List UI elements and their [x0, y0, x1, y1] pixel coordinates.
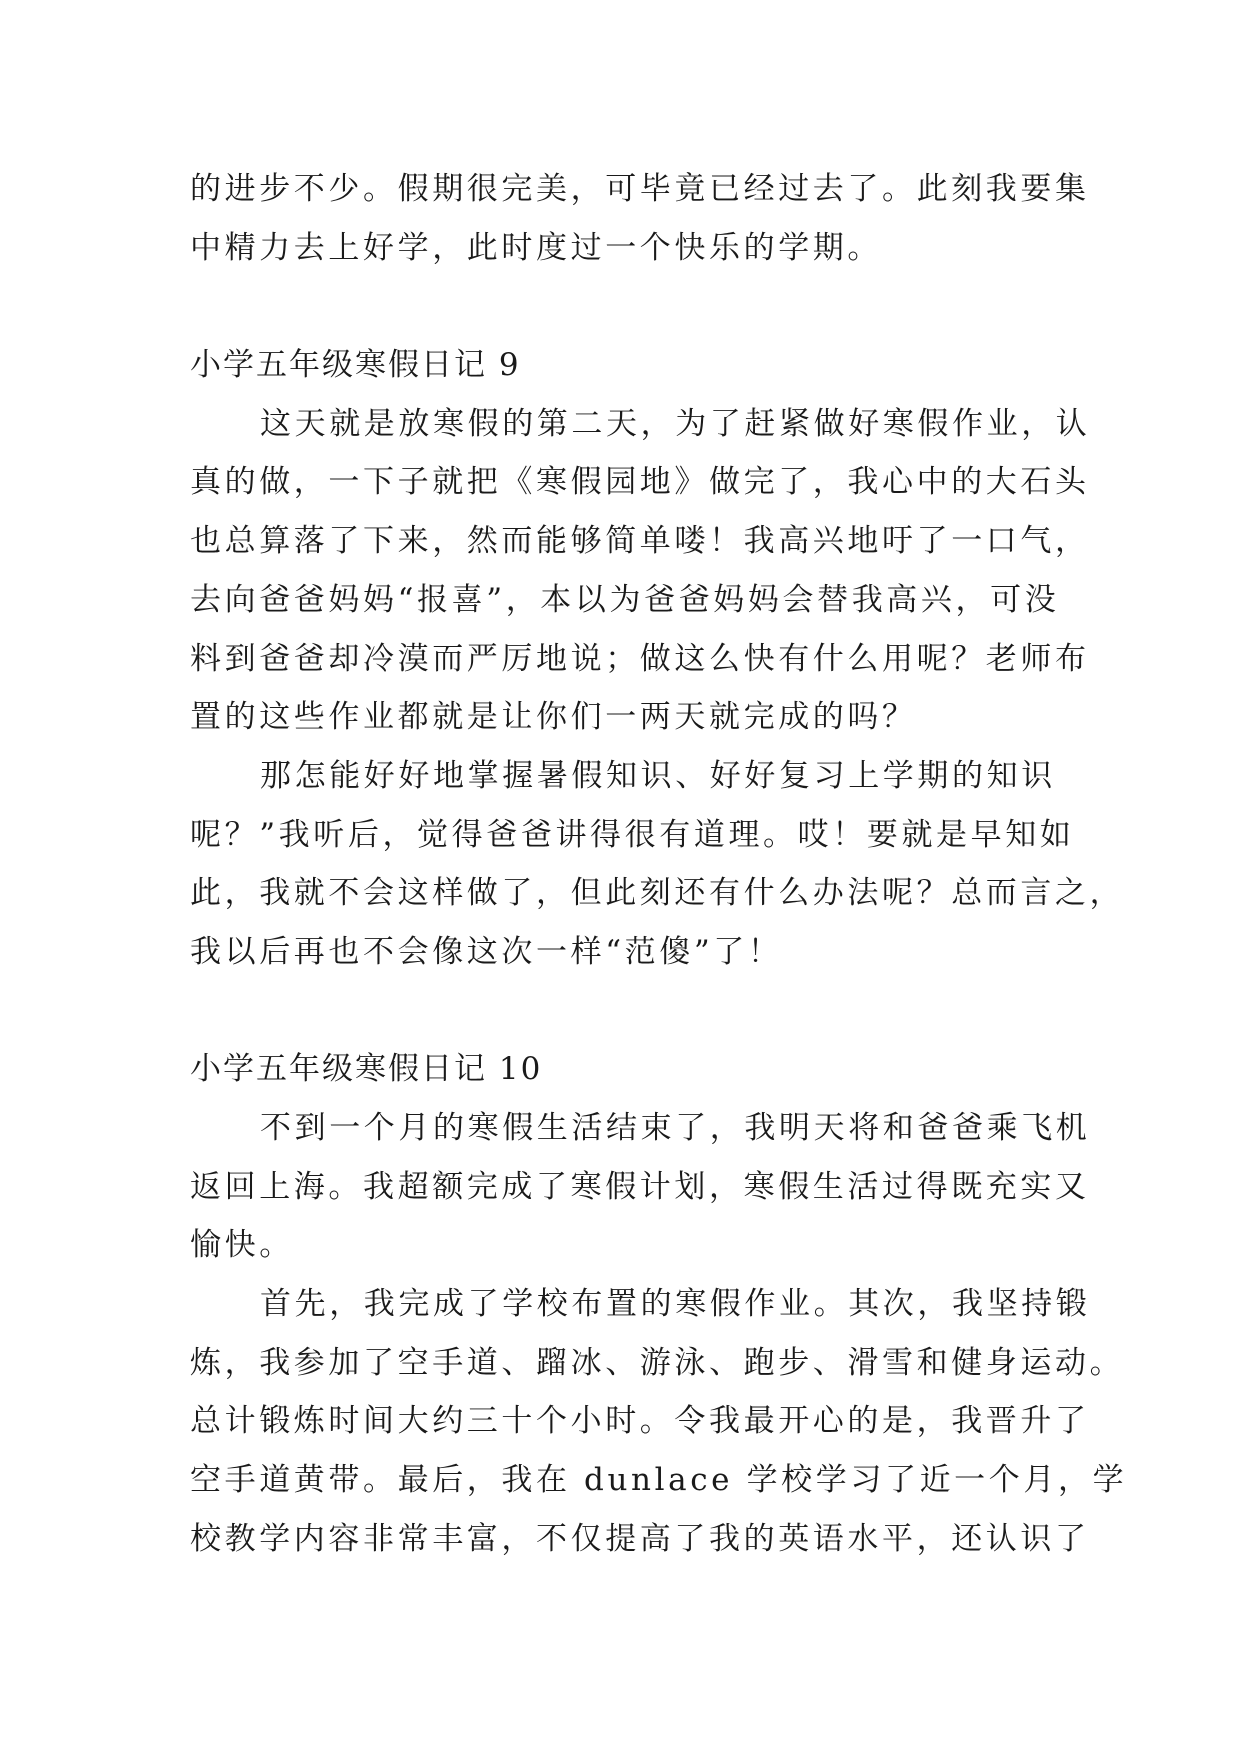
text-line: 不到一个月的寒假生活结束了，我明天将和爸爸乘飞机: [260, 1110, 1091, 1146]
section-heading: 小学五年级寒假日记 9: [190, 347, 521, 384]
text-line: 返回上海。我超额完成了寒假计划，寒假生活过得既充实又: [190, 1168, 1090, 1205]
text-line: 的进步不少。假期很完美，可毕竟已经过去了。此刻我要集: [190, 171, 1090, 207]
text-line: 呢？”我听后，觉得爸爸讲得很有道理。哎！要就是早知如: [190, 816, 1075, 853]
text-line: 那怎能好好地掌握暑假知识、好好复习上学期的知识: [260, 757, 1056, 794]
paragraph: [190, 395, 1091, 747]
text-line: 校教学内容非常丰富，不仅提高了我的英语水平，还认识了: [190, 1520, 1090, 1557]
text-line: 总计锻炼时间大约三十个小时。令我最开心的是，我晋升了: [190, 1403, 1090, 1440]
section-9: [190, 336, 1125, 982]
section-heading: 小学五年级寒假日记 10: [190, 1051, 543, 1088]
text-line: 去向爸爸妈妈“报喜”，本以为爸爸妈妈会替我高兴，可没: [190, 581, 1060, 618]
text-line: 置的这些作业都就是让你们一两天就完成的吗？: [190, 699, 917, 736]
text-line: 愉快。: [190, 1227, 294, 1264]
section-gap: [190, 982, 1060, 1041]
section-10: [190, 1040, 1128, 1568]
paragraph: [190, 1099, 1091, 1275]
text-line: 炼，我参加了空手道、蹓冰、游泳、跑步、滑雪和健身运动。: [190, 1344, 1125, 1381]
intro-paragraph: [190, 160, 1090, 277]
document-body: [190, 160, 1128, 1569]
text-line: 料到爸爸却冷漠而严厉地说；做这么快有什么用呢？老师布: [190, 640, 1090, 677]
paragraph: [190, 1275, 1128, 1568]
text-line: 这天就是放寒假的第二天，为了赶紧做好寒假作业，认: [260, 405, 1091, 442]
section-gap: [190, 277, 1060, 336]
text-line: 此，我就不会这样做了，但此刻还有什么办法呢？总而言之，: [190, 875, 1125, 912]
text-line: 首先，我完成了学校布置的寒假作业。其次，我坚持锻: [260, 1286, 1091, 1323]
paragraph: [190, 747, 1125, 982]
text-line: 也总算落了下来，然而能够简单喽！我高兴地吁了一口气，: [190, 523, 1090, 560]
text-line: 中精力去上好学，此时度过一个快乐的学期。: [190, 229, 882, 266]
text-line: 空手道黄带。最后，我在 dunlace 学校学习了近一个月，学: [190, 1462, 1128, 1499]
text-line: 真的做，一下子就把《寒假园地》做完了，我心中的大石头: [190, 464, 1090, 501]
text-line: 我以后再也不会像这次一样“范傻”了！: [190, 933, 783, 970]
